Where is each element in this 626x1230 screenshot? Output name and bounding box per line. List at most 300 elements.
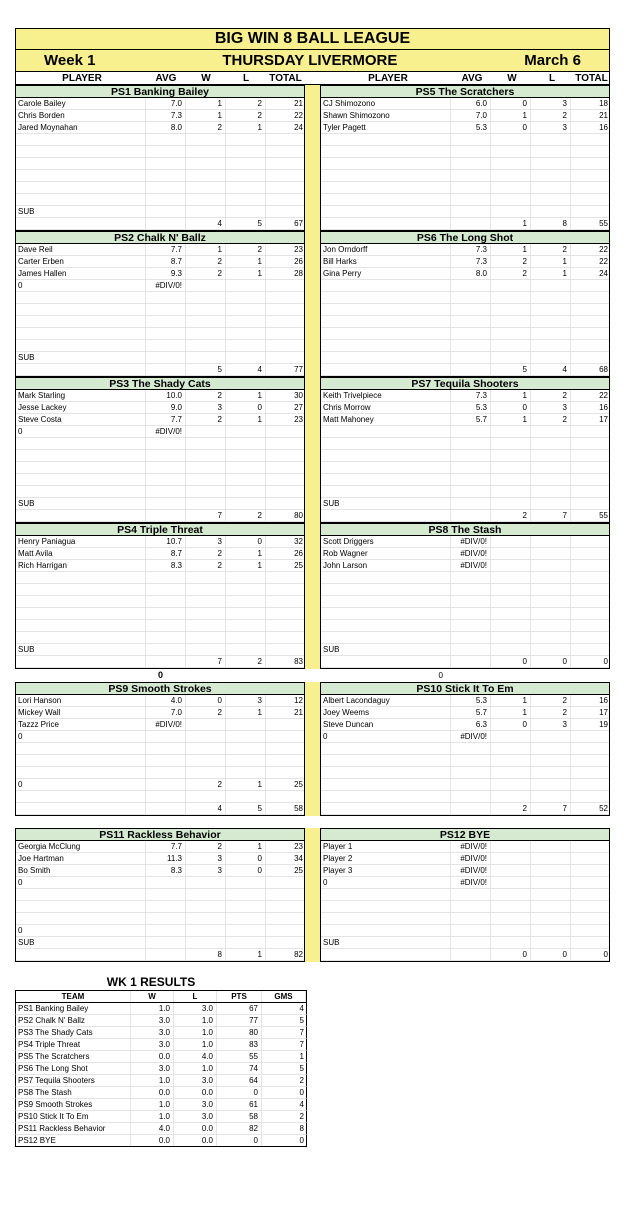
player-losses <box>531 450 571 461</box>
results-body <box>15 1003 307 1147</box>
result-team: PS12 BYE <box>16 1135 131 1146</box>
player-row <box>16 146 304 158</box>
player-avg: 6.0 <box>451 98 491 109</box>
player-wins: 0 <box>491 402 531 413</box>
player-name: Tyler Pagett <box>321 122 451 133</box>
player-wins: 2 <box>491 268 531 279</box>
player-avg <box>146 913 186 924</box>
sub-cell <box>451 498 491 509</box>
team-name: PS6 The Long Shot <box>321 231 609 244</box>
player-total <box>266 889 305 900</box>
player-name <box>16 146 146 157</box>
player-row <box>16 122 304 134</box>
sub-cell <box>186 206 226 217</box>
column-divider <box>305 72 322 84</box>
player-row <box>16 256 304 268</box>
player-total <box>266 925 305 936</box>
date-label: March 6 <box>524 52 581 69</box>
col-player: PLAYER <box>368 73 408 84</box>
team-block-right <box>321 682 610 816</box>
player-total <box>571 182 610 193</box>
player-total <box>266 450 305 461</box>
player-avg: #DIV/0! <box>451 548 491 559</box>
player-name: Joe Hartman <box>16 853 146 864</box>
player-name <box>321 134 451 145</box>
team-block-right <box>321 231 610 377</box>
player-wins <box>491 486 531 497</box>
player-row <box>321 889 609 901</box>
player-row <box>321 913 609 925</box>
result-l: 0.0 <box>174 1135 217 1146</box>
player-wins <box>491 731 531 742</box>
player-losses <box>226 146 266 157</box>
player-name <box>16 901 146 912</box>
player-losses: 1 <box>226 560 266 571</box>
player-losses <box>531 632 571 643</box>
totals-avg <box>146 949 186 960</box>
team-total-wins: 4 <box>186 218 226 229</box>
player-name: Steve Duncan <box>321 719 451 730</box>
player-name <box>16 767 146 778</box>
result-l: 0.0 <box>174 1123 217 1134</box>
player-row <box>321 328 609 340</box>
player-avg <box>451 486 491 497</box>
player-losses <box>531 170 571 181</box>
player-name: Scott Driggers <box>321 536 451 547</box>
player-total: 19 <box>599 720 608 729</box>
totals-avg <box>146 218 186 229</box>
player-total <box>266 328 305 339</box>
player-row <box>16 779 304 791</box>
player-total <box>571 913 610 924</box>
player-name <box>16 328 146 339</box>
player-name <box>321 170 451 181</box>
player-name: Player 3 <box>321 865 451 876</box>
result-w: 3.0 <box>131 1063 174 1074</box>
player-total <box>571 170 610 181</box>
sub-cell <box>531 937 571 948</box>
player-wins: 2 <box>491 256 531 267</box>
totals-spacer <box>16 949 146 960</box>
teams-container <box>15 85 610 962</box>
player-losses <box>226 889 266 900</box>
player-losses <box>531 755 571 766</box>
result-pts: 67 <box>217 1003 262 1014</box>
player-total <box>266 292 305 303</box>
player-row <box>16 98 304 110</box>
player-avg <box>451 572 491 583</box>
player-row <box>16 560 304 572</box>
player-total <box>571 925 610 936</box>
player-row <box>321 865 609 877</box>
player-avg: 10.7 <box>146 536 186 547</box>
result-gms: 4 <box>299 1100 304 1109</box>
player-total <box>571 146 610 157</box>
player-losses: 1 <box>226 841 266 852</box>
player-losses: 1 <box>226 414 266 425</box>
player-losses <box>531 462 571 473</box>
player-row <box>16 134 304 146</box>
result-w: 1.0 <box>131 1075 174 1086</box>
player-losses <box>531 134 571 145</box>
player-total: 30 <box>294 391 303 400</box>
sub-cell <box>146 498 186 509</box>
sub-cell <box>491 352 531 363</box>
player-total: 23 <box>294 842 303 851</box>
player-wins <box>186 426 226 437</box>
result-pts: 83 <box>217 1039 262 1050</box>
player-row <box>321 414 609 426</box>
totals-avg <box>451 218 491 229</box>
player-avg: 6.3 <box>451 719 491 730</box>
totals-spacer <box>16 218 146 229</box>
player-row <box>321 390 609 402</box>
player-row <box>16 316 304 328</box>
player-wins: 3 <box>186 853 226 864</box>
team-total-losses: 5 <box>226 803 266 814</box>
player-avg <box>146 486 186 497</box>
player-total <box>266 462 305 473</box>
player-row <box>321 743 609 755</box>
player-avg <box>451 438 491 449</box>
league-title-text: BIG WIN 8 BALL LEAGUE <box>214 30 411 47</box>
player-total <box>266 486 305 497</box>
player-wins <box>491 925 531 936</box>
results-row <box>15 1003 307 1015</box>
player-total: 28 <box>294 269 303 278</box>
sub-cell <box>531 206 571 217</box>
player-wins: 2 <box>186 414 226 425</box>
player-name <box>321 925 451 936</box>
player-total: 27 <box>294 403 303 412</box>
player-total <box>266 438 305 449</box>
player-name <box>321 743 451 754</box>
sub-row <box>321 206 609 218</box>
player-total: 23 <box>294 245 303 254</box>
player-losses <box>226 474 266 485</box>
player-name <box>321 450 451 461</box>
player-name: Chris Borden <box>16 110 146 121</box>
player-row <box>16 608 304 620</box>
sub-row <box>16 498 304 510</box>
standings-sheet <box>15 28 610 962</box>
player-losses <box>531 146 571 157</box>
player-name: 0 <box>16 280 146 291</box>
player-total <box>571 486 610 497</box>
player-name: Jesse Lackey <box>16 402 146 413</box>
player-wins: 1 <box>186 110 226 121</box>
sub-label: SUB <box>321 937 451 948</box>
player-losses: 3 <box>531 402 571 413</box>
results-row <box>15 1075 307 1087</box>
totals-avg <box>146 656 186 667</box>
player-name <box>16 438 146 449</box>
player-wins <box>491 913 531 924</box>
player-name <box>16 584 146 595</box>
column-headers-left <box>16 72 305 84</box>
player-wins <box>491 779 531 790</box>
player-row <box>16 853 304 865</box>
team-half-left <box>15 377 304 523</box>
player-total <box>571 779 610 790</box>
result-team: PS11 Rackless Behavior <box>16 1123 131 1134</box>
totals-avg <box>146 510 186 521</box>
sub-cell <box>266 937 305 948</box>
team-block-left <box>15 682 304 816</box>
result-pts: 61 <box>217 1099 262 1110</box>
sub-cell <box>226 791 266 802</box>
player-name <box>16 620 146 631</box>
player-name: Joey Weems <box>321 707 451 718</box>
player-row <box>16 292 304 304</box>
sub-cell <box>146 937 186 948</box>
player-total: 21 <box>599 111 608 120</box>
totals-avg <box>451 803 491 814</box>
player-losses <box>531 194 571 205</box>
result-pts: 58 <box>217 1111 262 1122</box>
team-total-losses: 2 <box>226 656 266 667</box>
player-row <box>321 304 609 316</box>
sub-label: SUB <box>16 206 146 217</box>
week-banner <box>15 50 610 72</box>
totals-spacer <box>321 656 451 667</box>
team-name: PS1 Banking Bailey <box>16 85 304 98</box>
player-row <box>321 268 609 280</box>
player-wins <box>491 889 531 900</box>
player-name <box>321 901 451 912</box>
team-totals-row <box>321 803 609 815</box>
player-avg <box>451 280 491 291</box>
player-avg: 7.3 <box>146 110 186 121</box>
player-wins: 1 <box>186 98 226 109</box>
player-name <box>321 462 451 473</box>
player-row <box>321 110 609 122</box>
player-wins <box>491 767 531 778</box>
player-avg <box>146 438 186 449</box>
player-avg <box>451 134 491 145</box>
player-losses: 1 <box>226 390 266 401</box>
sub-cell <box>531 352 571 363</box>
result-pts: 80 <box>217 1027 262 1038</box>
player-name <box>321 767 451 778</box>
player-row <box>16 182 304 194</box>
player-total <box>571 304 610 315</box>
player-row <box>321 572 609 584</box>
player-wins <box>186 304 226 315</box>
player-row <box>16 390 304 402</box>
player-name <box>321 146 451 157</box>
player-total <box>266 719 305 730</box>
player-row <box>321 486 609 498</box>
col-l: L <box>548 73 556 84</box>
player-name <box>321 438 451 449</box>
player-avg: 4.0 <box>146 695 186 706</box>
player-wins <box>491 755 531 766</box>
player-row <box>16 913 304 925</box>
player-losses <box>226 426 266 437</box>
player-losses <box>531 620 571 631</box>
player-avg: #DIV/0! <box>451 560 491 571</box>
player-losses: 1 <box>226 256 266 267</box>
player-row <box>16 584 304 596</box>
player-wins <box>186 584 226 595</box>
player-name: Bill Harks <box>321 256 451 267</box>
player-row <box>321 608 609 620</box>
player-row <box>16 340 304 352</box>
player-row <box>16 486 304 498</box>
sub-cell <box>266 206 305 217</box>
player-wins: 2 <box>186 256 226 267</box>
player-name: Mark Starling <box>16 390 146 401</box>
player-name: Keith Trivelpiece <box>321 390 451 401</box>
player-name: Matt Mahoney <box>321 414 451 425</box>
result-w: 4.0 <box>131 1123 174 1134</box>
player-total: 18 <box>599 99 608 108</box>
player-losses <box>226 292 266 303</box>
player-wins <box>186 146 226 157</box>
team-half-left <box>15 828 304 962</box>
player-avg: 8.7 <box>146 256 186 267</box>
sub-label <box>321 791 451 802</box>
player-avg: #DIV/0! <box>146 719 186 730</box>
team-total-losses: 4 <box>226 364 266 375</box>
player-row <box>16 620 304 632</box>
result-team: PS1 Banking Bailey <box>16 1003 131 1014</box>
player-name: Rob Wagner <box>321 548 451 559</box>
player-avg <box>451 474 491 485</box>
player-losses <box>226 584 266 595</box>
player-wins: 3 <box>186 402 226 413</box>
player-total <box>266 584 305 595</box>
player-name <box>16 632 146 643</box>
player-row <box>16 731 304 743</box>
player-row <box>16 402 304 414</box>
sub-cell <box>451 937 491 948</box>
player-avg <box>146 292 186 303</box>
player-avg: #DIV/0! <box>451 865 491 876</box>
player-avg <box>146 632 186 643</box>
team-name: PS7 Tequila Shooters <box>321 377 609 390</box>
player-row <box>16 901 304 913</box>
player-total <box>571 292 610 303</box>
player-total <box>571 731 610 742</box>
player-losses <box>531 474 571 485</box>
player-avg <box>451 426 491 437</box>
results-col-gms: GMS <box>262 991 306 1002</box>
player-wins <box>491 462 531 473</box>
team-total-losses: 1 <box>226 949 266 960</box>
player-losses <box>226 608 266 619</box>
player-row <box>321 292 609 304</box>
player-wins <box>491 548 531 559</box>
result-pts: 0 <box>217 1135 262 1146</box>
col-l: L <box>242 73 250 84</box>
player-avg: #DIV/0! <box>451 841 491 852</box>
player-name <box>16 316 146 327</box>
player-total <box>571 841 610 852</box>
sub-label <box>16 791 146 802</box>
player-losses <box>531 548 571 559</box>
player-losses <box>531 572 571 583</box>
player-row <box>16 244 304 256</box>
player-name <box>16 572 146 583</box>
player-name <box>16 182 146 193</box>
player-total <box>571 194 610 205</box>
zero-marker-left: 0 <box>157 670 163 680</box>
team-name: PS11 Rackless Behavior <box>16 828 304 841</box>
team-half-right <box>321 377 610 523</box>
player-name <box>16 889 146 900</box>
player-losses <box>226 755 266 766</box>
player-avg <box>146 584 186 595</box>
result-gms: 5 <box>299 1016 304 1025</box>
player-avg: #DIV/0! <box>451 877 491 888</box>
player-avg: 7.3 <box>451 256 491 267</box>
player-name: Chris Morrow <box>321 402 451 413</box>
player-name <box>16 340 146 351</box>
player-losses <box>226 719 266 730</box>
player-total <box>571 877 610 888</box>
player-total <box>571 280 610 291</box>
player-wins <box>491 853 531 864</box>
player-avg <box>451 925 491 936</box>
player-avg <box>451 901 491 912</box>
player-avg: #DIV/0! <box>146 426 186 437</box>
player-row <box>321 695 609 707</box>
player-name: Shawn Shimozono <box>321 110 451 121</box>
sub-cell <box>146 791 186 802</box>
sub-row <box>16 937 304 949</box>
player-row <box>321 596 609 608</box>
player-total <box>266 474 305 485</box>
result-gms: 7 <box>299 1040 304 1049</box>
player-losses <box>226 462 266 473</box>
sub-label: SUB <box>16 352 146 363</box>
player-avg: 8.0 <box>146 122 186 133</box>
player-losses: 2 <box>226 244 266 255</box>
col-total: TOTAL <box>269 73 302 84</box>
player-total <box>571 889 610 900</box>
player-losses: 3 <box>531 98 571 109</box>
player-name <box>321 304 451 315</box>
player-losses <box>531 925 571 936</box>
player-total: 17 <box>599 708 608 717</box>
player-total <box>571 596 610 607</box>
team-half-right <box>321 85 610 231</box>
sub-label <box>321 206 451 217</box>
player-losses: 2 <box>531 110 571 121</box>
team-total-losses: 2 <box>226 510 266 521</box>
player-total <box>266 340 305 351</box>
player-avg: 7.0 <box>146 98 186 109</box>
player-name <box>321 426 451 437</box>
team-totals-row <box>16 510 304 522</box>
team-half-right <box>321 828 610 962</box>
player-name: Steve Costa <box>16 414 146 425</box>
results-row <box>15 1051 307 1063</box>
player-wins <box>186 328 226 339</box>
player-row <box>16 925 304 937</box>
result-team: PS8 The Stash <box>16 1087 131 1098</box>
player-wins: 2 <box>186 779 226 790</box>
team-total-points: 67 <box>294 219 303 228</box>
sub-row <box>321 352 609 364</box>
player-avg: 8.3 <box>146 560 186 571</box>
player-wins <box>186 486 226 497</box>
player-name <box>16 450 146 461</box>
player-avg <box>451 292 491 303</box>
player-avg <box>451 170 491 181</box>
